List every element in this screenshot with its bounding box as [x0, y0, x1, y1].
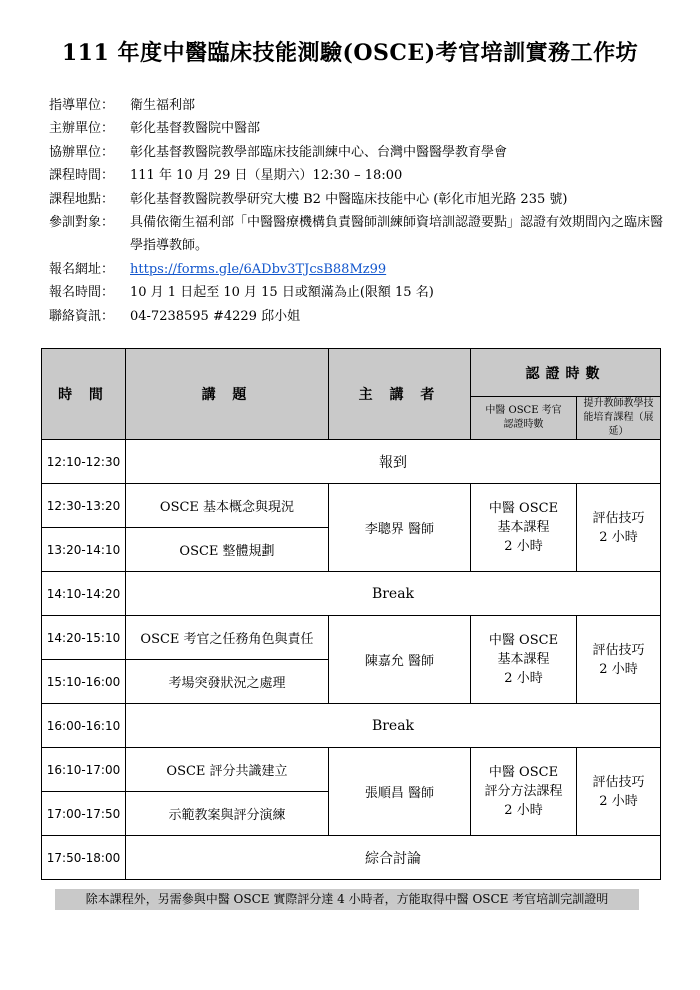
info-label: 參訓對象： — [49, 214, 115, 230]
schedule-table — [41, 348, 661, 880]
row-time: 16:00-16:10 — [42, 704, 126, 748]
info-value: 彰化基督教醫院教學研究大樓 B2 中醫臨床技能中心 (彰化市旭光路 235 號) — [130, 191, 568, 207]
table-row — [42, 836, 661, 880]
footnote: 除本課程外，另需參與中醫 OSCE 實際評分達 4 小時者，方能取得中醫 OSCE 考官培訓完訓證明 — [55, 889, 639, 910]
row-speaker: 陳嘉允 醫師 — [329, 616, 471, 704]
table-row — [42, 484, 661, 528]
row-topic: 示範教案與評分演練 — [126, 792, 329, 836]
table-row — [42, 616, 661, 660]
info-value: 彰化基督教醫院中醫部 — [130, 121, 261, 137]
row-time: 17:00-17:50 — [42, 792, 126, 836]
teacher-hours-line: 2 小時 — [599, 661, 638, 677]
teacher-hours-line: 評估技巧 — [592, 510, 645, 526]
row-topic: OSCE 評分共識建立 — [126, 748, 329, 792]
row-time: 14:20-15:10 — [42, 616, 126, 660]
header-teacher-hours — [577, 397, 661, 440]
row-time: 12:30-13:20 — [42, 484, 126, 528]
row-time: 15:10-16:00 — [42, 660, 126, 704]
row-span: Break — [126, 572, 661, 616]
table-row — [42, 572, 661, 616]
osce-hours-line: 評分方法課程 — [484, 784, 563, 799]
osce-hours-line: 2 小時 — [504, 539, 543, 554]
row-speaker: 張順昌 醫師 — [329, 748, 471, 836]
row-span: Break — [126, 704, 661, 748]
row-osce-hours — [471, 484, 577, 572]
row-speaker: 李聰界 醫師 — [329, 484, 471, 572]
workshop-info — [49, 94, 669, 328]
row-teacher-hours — [577, 616, 661, 704]
info-value: 具備依衛生福利部「中醫醫療機構負責醫師訓練師資培訓認證要點」認證有效期間內之臨床醫學指導教師。 — [130, 214, 664, 254]
info-registration-period — [49, 281, 669, 304]
info-label: 報名網址： — [49, 261, 115, 277]
row-span: 報到 — [126, 440, 661, 484]
osce-hours-line: 2 小時 — [504, 803, 543, 818]
info-participants — [49, 211, 669, 258]
row-teacher-hours — [577, 748, 661, 836]
info-label: 協辦單位： — [49, 144, 115, 160]
row-topic: OSCE 整體規劃 — [126, 528, 329, 572]
info-organizer — [49, 117, 669, 140]
osce-hours-line: 中醫 OSCE — [488, 501, 559, 516]
osce-hours-line: 2 小時 — [504, 671, 543, 686]
info-value: 111 年 10 月 29 日（星期六）12:30 – 18:00 — [130, 168, 403, 184]
header-osce-hours-text: 中醫 OSCE 考官認證時數 — [485, 405, 562, 430]
teacher-hours-line: 2 小時 — [599, 529, 638, 545]
teacher-hours-line: 評估技巧 — [592, 642, 645, 658]
row-time: 14:10-14:20 — [42, 572, 126, 616]
table-header-row — [42, 349, 661, 397]
row-time: 17:50-18:00 — [42, 836, 126, 880]
info-label: 課程地點： — [49, 191, 115, 207]
info-registration-url — [49, 258, 669, 281]
info-value: 10 月 1 日起至 10 月 15 日或額滿為止(限額 15 名) — [130, 285, 434, 301]
info-guiding-unit — [49, 94, 669, 117]
table-row — [42, 748, 661, 792]
info-value: 衛生福利部 — [130, 98, 196, 113]
row-time: 13:20-14:10 — [42, 528, 126, 572]
header-hours: 認證時數 — [471, 349, 661, 397]
header-osce-hours — [471, 397, 577, 440]
info-label: 聯絡資訊： — [49, 308, 115, 324]
info-value — [130, 258, 669, 281]
table-row — [42, 704, 661, 748]
teacher-hours-line: 評估技巧 — [592, 774, 645, 790]
row-topic: OSCE 考官之任務角色與責任 — [126, 616, 329, 660]
header-topic: 講 題 — [126, 349, 329, 440]
row-span: 綜合討論 — [126, 836, 661, 880]
row-teacher-hours — [577, 484, 661, 572]
registration-link[interactable]: https://forms.gle/6ADbv3TJcsB88Mz99 — [130, 261, 387, 277]
header-time: 時 間 — [42, 349, 126, 440]
info-label: 指導單位： — [49, 98, 115, 113]
row-osce-hours — [471, 616, 577, 704]
info-value: 04-7238595 #4229 邱小姐 — [130, 308, 301, 324]
info-label: 課程時間： — [49, 168, 115, 184]
info-value: 彰化基督教醫院教學部臨床技能訓練中心、台灣中醫醫學教育學會 — [130, 144, 508, 160]
header-teacher-hours-text: 提升教師教學技能培育課程（展延） — [583, 398, 654, 437]
osce-hours-line: 中醫 OSCE — [488, 633, 559, 648]
row-time: 12:10-12:30 — [42, 440, 126, 484]
osce-hours-line: 中醫 OSCE — [488, 765, 559, 780]
info-contact — [49, 305, 669, 328]
row-topic: OSCE 基本概念與現況 — [126, 484, 329, 528]
info-course-time — [49, 164, 669, 187]
info-label: 報名時間： — [49, 285, 115, 301]
info-label: 主辦單位： — [49, 121, 115, 137]
teacher-hours-line: 2 小時 — [599, 793, 638, 809]
osce-hours-line: 基本課程 — [497, 520, 550, 535]
table-row — [42, 440, 661, 484]
page-title: 111 年度中醫臨床技能測驗(OSCE)考官培訓實務工作坊 — [61, 40, 639, 66]
info-co-organizer — [49, 141, 669, 164]
info-location — [49, 188, 669, 211]
row-topic: 考場突發狀況之處理 — [126, 660, 329, 704]
osce-hours-line: 基本課程 — [497, 652, 550, 667]
header-speaker: 主 講 者 — [329, 349, 471, 440]
row-time: 16:10-17:00 — [42, 748, 126, 792]
row-osce-hours — [471, 748, 577, 836]
